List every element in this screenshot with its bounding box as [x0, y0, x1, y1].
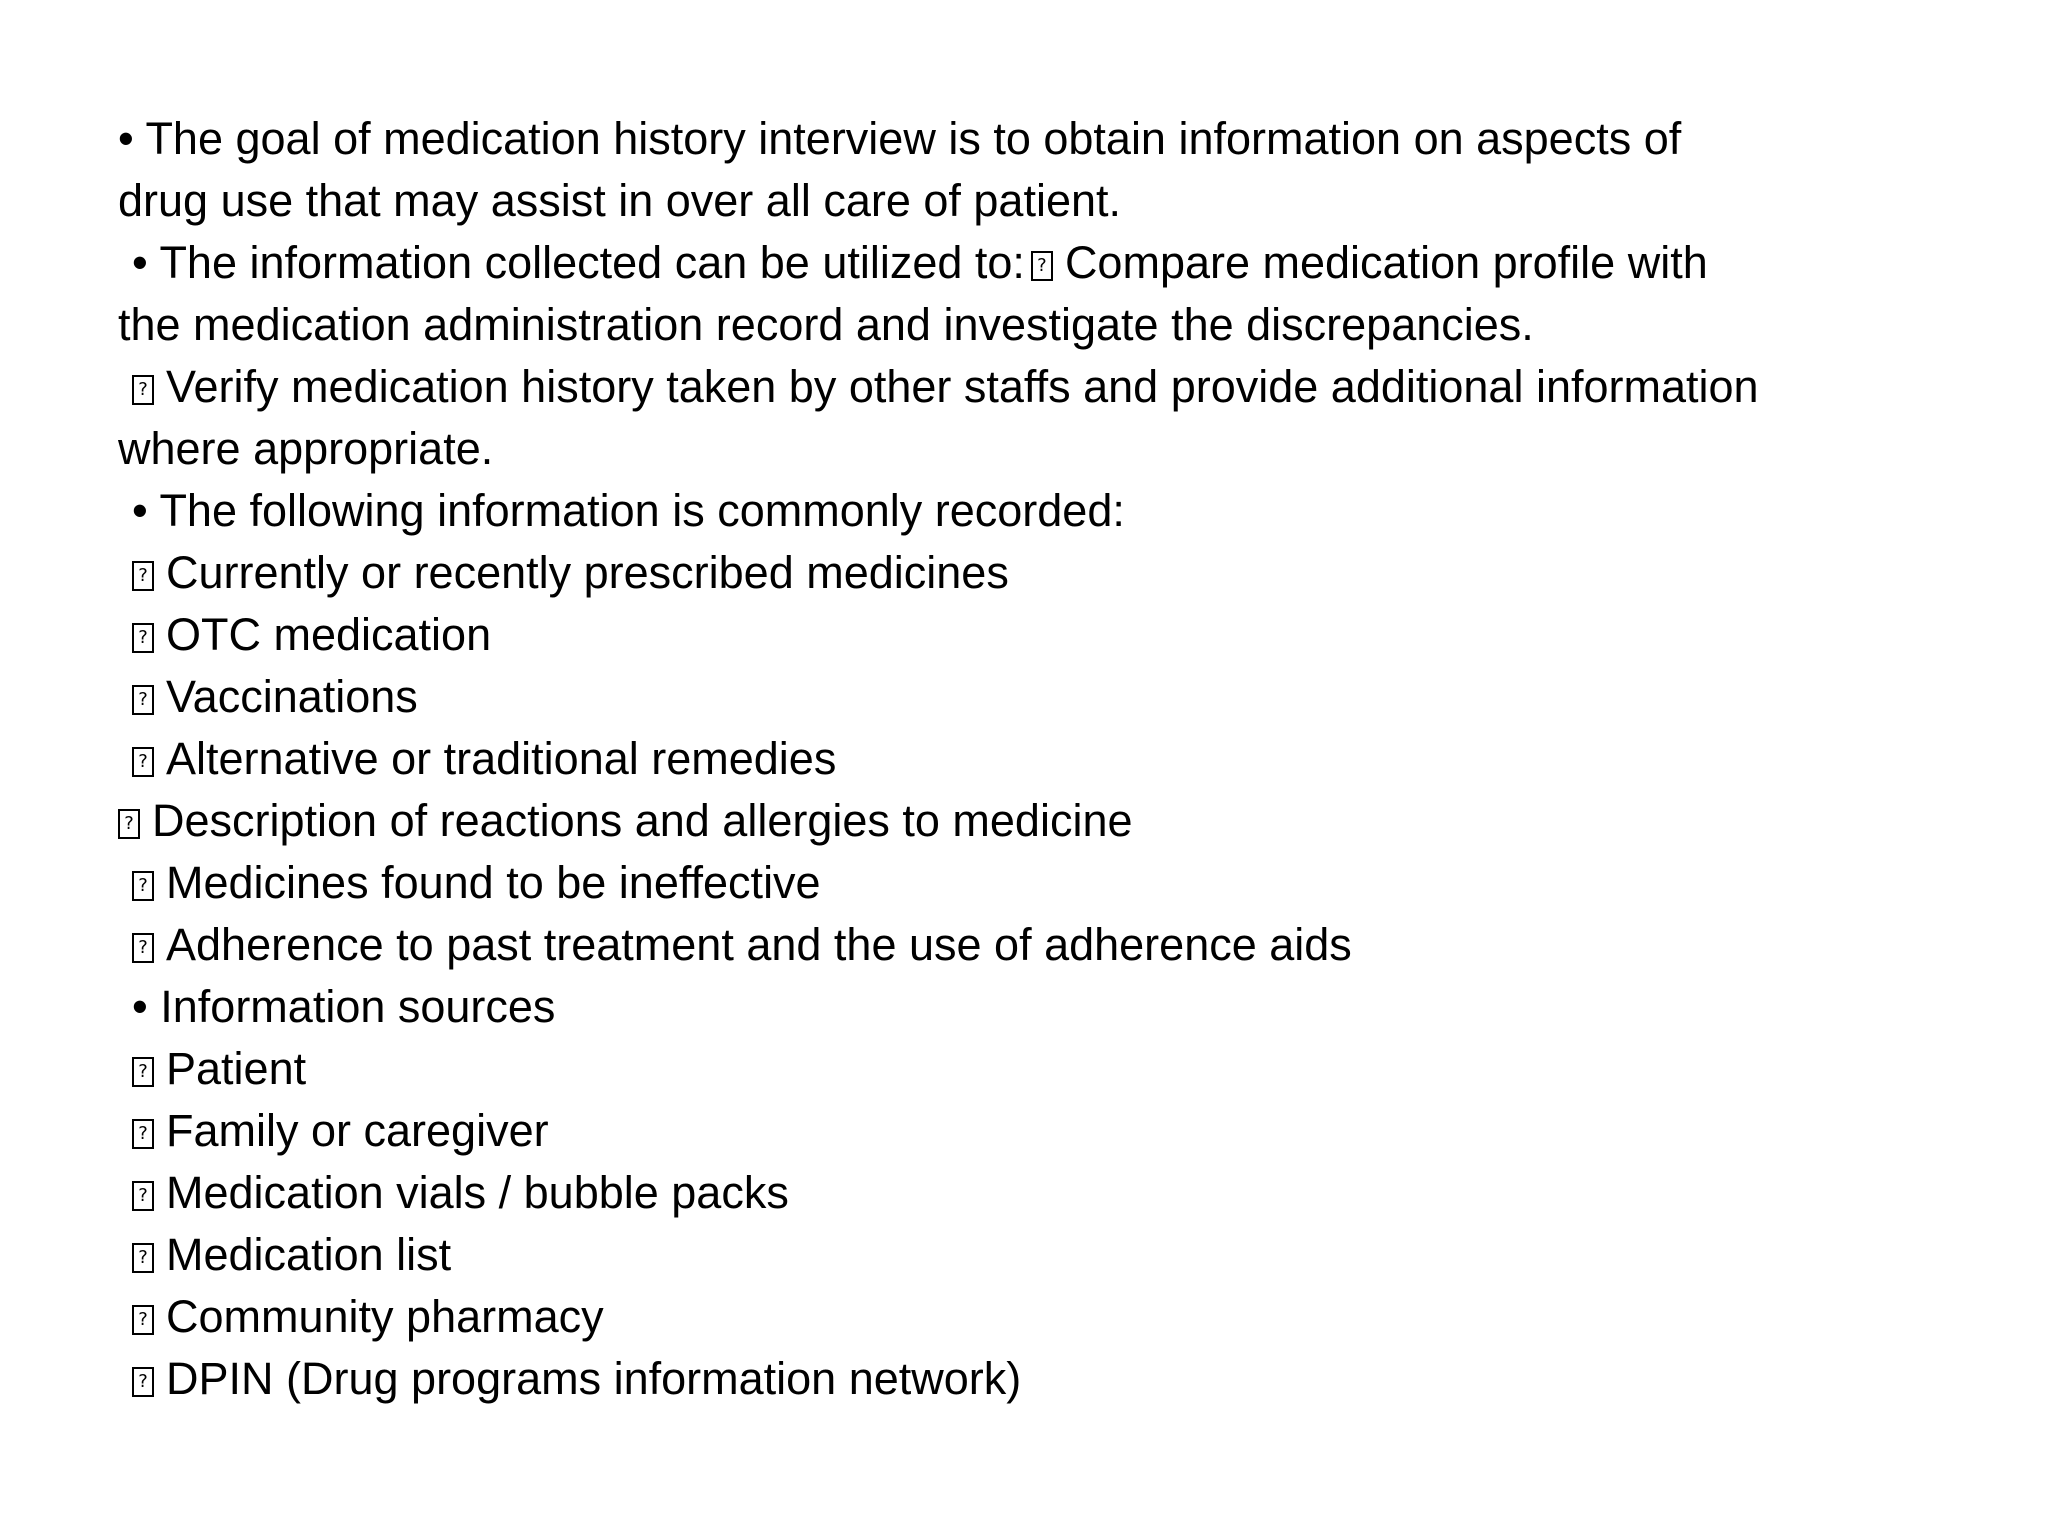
missing-glyph-icon [132, 1057, 154, 1087]
list-item [118, 1100, 1918, 1162]
list-item [118, 604, 1918, 666]
list-item [118, 790, 1918, 852]
list-item [118, 1348, 1918, 1410]
list-item [118, 852, 1918, 914]
missing-glyph-icon [118, 809, 140, 839]
list-item-text: Alternative or traditional remedies [166, 733, 837, 784]
sources-heading [118, 976, 1918, 1038]
missing-glyph-icon [132, 871, 154, 901]
list-item [118, 914, 1918, 976]
list-item-text: Vaccinations [166, 671, 418, 722]
list-item [118, 666, 1918, 728]
list-item [118, 1038, 1918, 1100]
missing-glyph-icon [132, 1181, 154, 1211]
missing-glyph-icon [132, 1119, 154, 1149]
list-item-text: DPIN (Drug programs information network) [166, 1353, 1022, 1404]
list-item-text: Medication list [166, 1229, 452, 1280]
list-item [118, 728, 1918, 790]
list-item-text: Currently or recently prescribed medicines [166, 547, 1009, 598]
text: the medication administration record and investigate the discrepancies. [118, 299, 1534, 350]
missing-glyph-icon [132, 747, 154, 777]
text: • The information collected can be utilized to: [132, 237, 1025, 288]
missing-glyph-icon [132, 375, 154, 405]
missing-glyph-icon [132, 933, 154, 963]
list-item-text: OTC medication [166, 609, 492, 660]
missing-glyph-icon [132, 685, 154, 715]
list-item-text: Patient [166, 1043, 307, 1094]
text: • The following information is commonly recorded: [132, 485, 1125, 536]
missing-glyph-icon [132, 623, 154, 653]
missing-glyph-icon [132, 561, 154, 591]
list-item-text: Description of reactions and allergies to medicine [152, 795, 1133, 846]
list-item-text: Medication vials / bubble packs [166, 1167, 789, 1218]
paragraph-verify-line-2 [118, 418, 1918, 480]
list-item-text: Community pharmacy [166, 1291, 604, 1342]
list-item [118, 1286, 1918, 1348]
paragraph-utilized-line-1 [118, 232, 1918, 294]
text: Compare medication profile with [1064, 237, 1708, 288]
paragraph-goal-line-1 [118, 108, 1918, 170]
recorded-heading [118, 480, 1918, 542]
text: • The goal of medication history interview is to obtain information on aspects of [118, 113, 1682, 164]
paragraph-goal-line-2 [118, 170, 1918, 232]
slide-body-text [118, 108, 1918, 1410]
list-item-text: Family or caregiver [166, 1105, 549, 1156]
missing-glyph-icon [132, 1305, 154, 1335]
text: • Information sources [132, 981, 556, 1032]
text: where appropriate. [118, 423, 494, 474]
list-item-text: Medicines found to be ineffective [166, 857, 821, 908]
list-item [118, 1162, 1918, 1224]
missing-glyph-icon [132, 1367, 154, 1397]
list-item [118, 1224, 1918, 1286]
paragraph-utilized-line-2 [118, 294, 1918, 356]
missing-glyph-icon [132, 1243, 154, 1273]
text: drug use that may assist in over all care of patient. [118, 175, 1122, 226]
paragraph-verify-line-1 [118, 356, 1918, 418]
missing-glyph-icon [1031, 251, 1053, 281]
list-item [118, 542, 1918, 604]
text: Verify medication history taken by other staffs and provide additional information [166, 361, 1759, 412]
list-item-text: Adherence to past treatment and the use of adherence aids [166, 919, 1352, 970]
